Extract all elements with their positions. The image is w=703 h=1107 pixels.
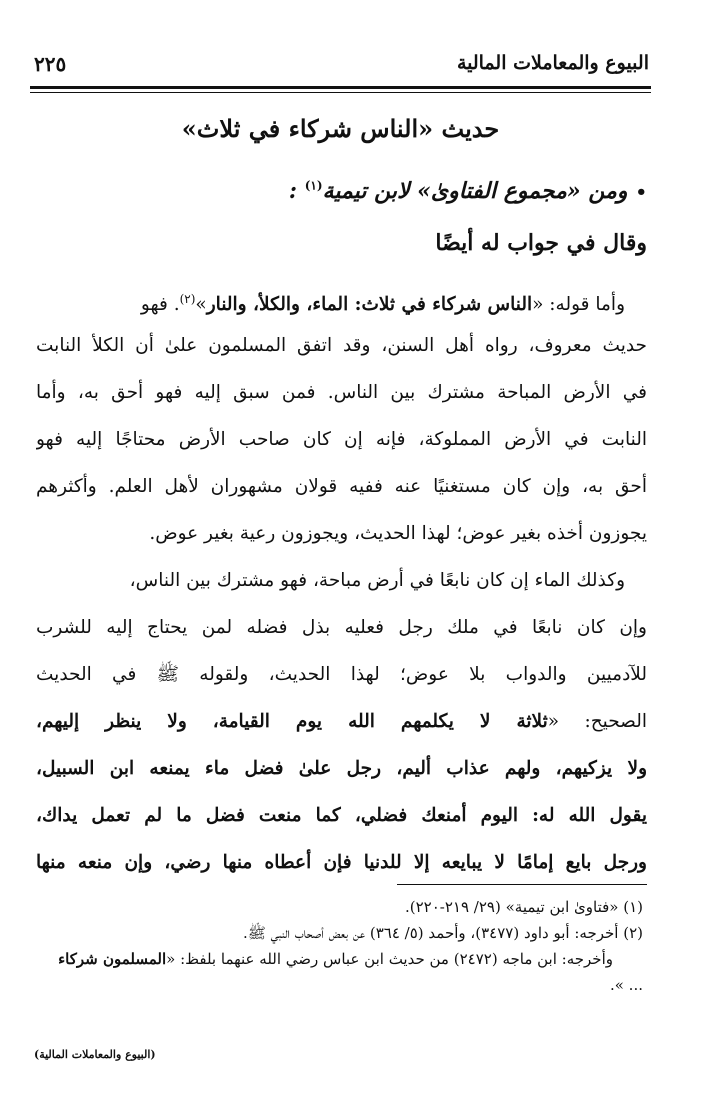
- footnote-1: (١) «فتاوىٰ ابن تيمية» (٢٩/ ٢١٩-٢٢٠).: [404, 898, 643, 916]
- source-text: ومن «مجموع الفتاوىٰ» لابن تيمية: [322, 178, 628, 204]
- footer-label: (البيوع والمعاملات المالية): [34, 1048, 156, 1061]
- footnote-2-ellipsis: ... ».: [609, 976, 643, 994]
- paragraph-1-line-3: في الأرض المباحة مشترك بين الناس. فمن سبق إليه فهو أحق به، وأما: [36, 382, 647, 403]
- source-colon: :: [288, 178, 298, 204]
- page-number: ٢٢٥: [34, 52, 67, 76]
- hadith-quote: الناس شركاء في ثلاث: الماء، والكلأ، والنار: [206, 294, 533, 316]
- source-line: [289, 178, 647, 204]
- paragraph-2-line-1: وكذلك الماء إن كان نابعًا في أرض مباحة، فهو مشترك بين الناس،: [129, 570, 625, 591]
- paragraph-1-line-2: حديث معروف، رواه أهل السنن، وقد اتفق المسلمون علىٰ أن الكلأ النابت: [36, 335, 647, 356]
- quote-close: »: [195, 294, 207, 316]
- paragraph-2-line-6: يقول الله له: اليوم أمنعك فضلي، كما منعت فضل ما لم تعمل يداك،: [36, 805, 647, 826]
- footnote-2-source: وأخرجه: ابن ماجه (٢٤٧٢) من حديث ابن عباس رضي الله عنهما بلفظ: «: [166, 950, 613, 968]
- footnote-2: (٢) أخرجه: أبو داود (٣٤٧٧)، وأحمد (٥/ ٣٦٤) عن بعض أصحاب النبي ﷺ.: [243, 924, 643, 942]
- section-title: حديث «الناس شركاء في ثلاث»: [181, 114, 500, 143]
- running-title: البيوع والمعاملات المالية: [456, 52, 649, 74]
- footnote-2-continued: [40, 948, 643, 970]
- quote-tail: . فهو: [140, 294, 180, 316]
- paragraph-2-line-3: للآدميين والدواب بلا عوض؛ لهذا الحديث، ولقوله ﷺ في الحديث: [36, 664, 647, 685]
- paragraph-1-line-1: [36, 284, 647, 320]
- footnote-ref-1: (١): [304, 178, 323, 193]
- footnote-rule: [397, 884, 647, 885]
- paragraph-2-line-7: ورجل بايع إمامًا لا يبايعه إلا للدنيا فإن أعطاه منها رضي، وإن منعه منها: [36, 852, 647, 873]
- sahih-intro: الصحيح: «: [547, 711, 647, 732]
- paragraph-1-line-5: أحق به، وإن كان مستغنيًا عنه ففيه قولان مشهوران لأهل العلم. وأكثرهم: [36, 476, 647, 497]
- paragraph-1-line-4: النابت في الأرض المملوكة، فإنه إن كان صاحب الأرض محتاجًا إليه فهو: [36, 429, 647, 450]
- header-rule-thin: [30, 92, 651, 93]
- hadith-text-1: ثلاثة لا يكلمهم الله يوم القيامة، ولا ينظر إليهم،: [36, 711, 548, 732]
- header-rule-thick: [30, 86, 651, 89]
- footnote-ref-2: (٢): [179, 292, 196, 306]
- sub-heading: وقال في جواب له أيضًا: [435, 230, 647, 256]
- paragraph-2-line-4: [36, 707, 647, 737]
- footnote-2-wording: المسلمون شركاء: [58, 950, 167, 968]
- paragraph-2-line-5: ولا يزكيهم، ولهم عذاب أليم، رجل علىٰ فضل ماء يمنعه ابن السبيل،: [36, 758, 647, 779]
- quote-intro: وأما قوله: «: [532, 294, 625, 316]
- bullet-icon: •: [635, 182, 647, 203]
- paragraph-2-line-2: وإن كان نابعًا في ملك رجل فعليه بذل فضله لمن يحتاج إليه للشرب: [36, 617, 647, 638]
- paragraph-1-line-6: يجوزون أخذه بغير عوض؛ لهذا الحديث، ويجوزون رعية بغير عوض.: [149, 523, 647, 544]
